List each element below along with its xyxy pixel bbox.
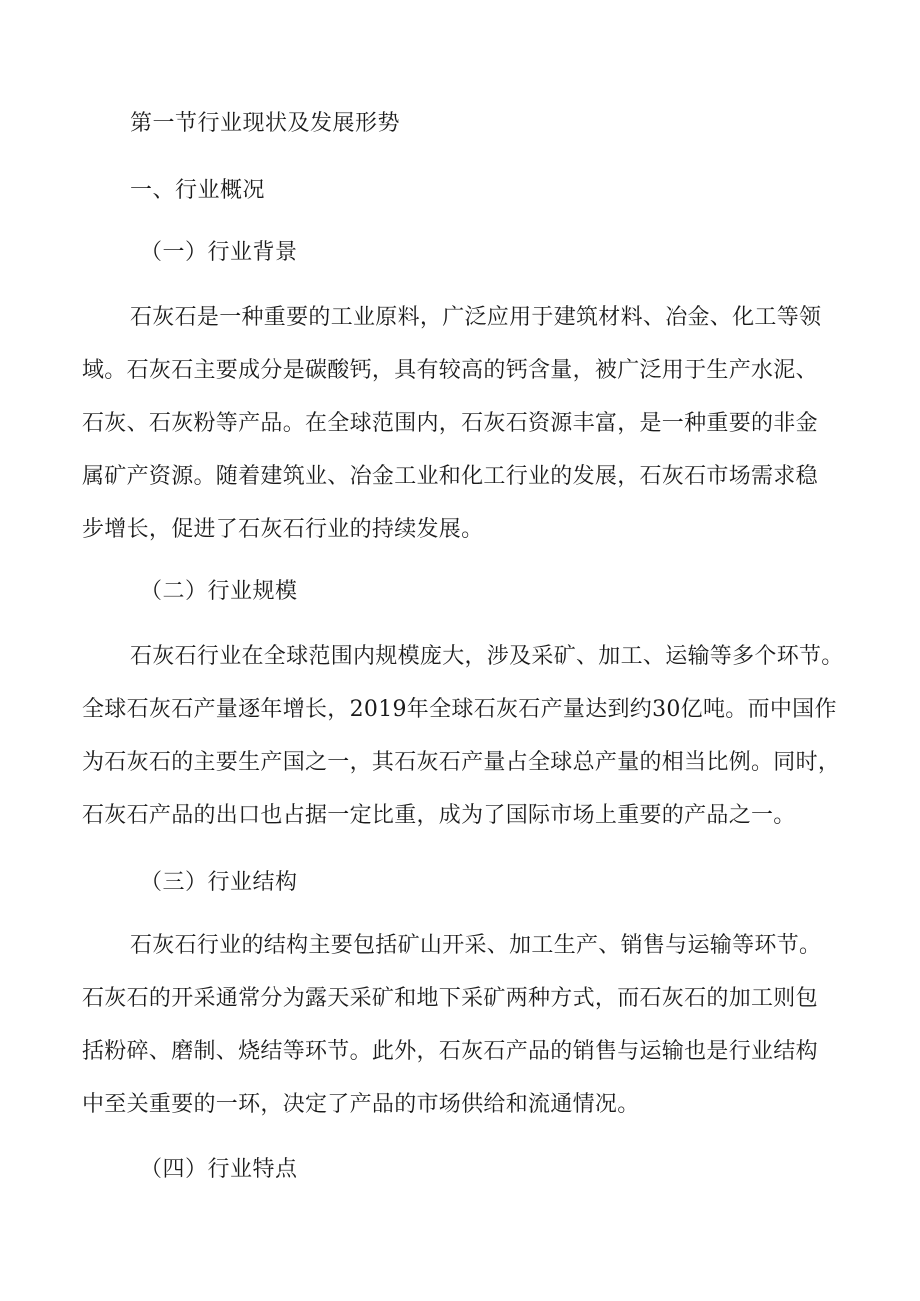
section-title: 第一节行业现状及发展形势 [130,111,401,136]
paragraph-line: 石灰石行业在全球范围内规模庞大，涉及采矿、加工、运输等多个环节。 [130,644,844,669]
paragraph-line: 全球石灰石产量逐年增长，2019年全球石灰石产量达到约30亿吨。而中国作 [82,697,837,722]
subsection-heading-features: （四）行业特点 [140,1157,298,1182]
paragraph-line: 步增长，促进了石灰石行业的持续发展。 [82,517,484,542]
paragraph-line: 石灰石产品的出口也占据一定比重，成为了国际市场上重要的产品之一。 [82,803,796,828]
paragraph-line: 属矿产资源。随着建筑业、冶金工业和化工行业的发展，石灰石市场需求稳 [82,464,818,489]
paragraph-line: 为石灰石的主要生产国之一，其石灰石产量占全球总产量的相当比例。同时， [82,750,841,775]
subsection-heading-structure: （三）行业结构 [140,870,298,895]
part-title: 一、行业概况 [130,178,266,203]
paragraph-line: 石灰石行业的结构主要包括矿山开采、加工生产、销售与运输等环节。 [130,933,822,958]
subsection-heading-background: （一）行业背景 [140,240,298,265]
paragraph-line: 中至关重要的一环，决定了产品的市场供给和流通情况。 [82,1092,640,1117]
paragraph-line: 石灰石的开采通常分为露天采矿和地下采矿两种方式，而石灰石的加工则包 [82,986,818,1011]
paragraph-line: 域。石灰石主要成分是碳酸钙，具有较高的钙含量，被广泛用于生产水泥、 [82,358,818,383]
paragraph-line: 括粉碎、磨制、烧结等环节。此外，石灰石产品的销售与运输也是行业结构 [82,1039,818,1064]
paragraph-line: 石灰石是一种重要的工业原料，广泛应用于建筑材料、冶金、化工等领 [130,305,822,330]
paragraph-line: 石灰、石灰粉等产品。在全球范围内，石灰石资源丰富，是一种重要的非金 [82,411,818,436]
subsection-heading-scale: （二）行业规模 [140,579,298,604]
